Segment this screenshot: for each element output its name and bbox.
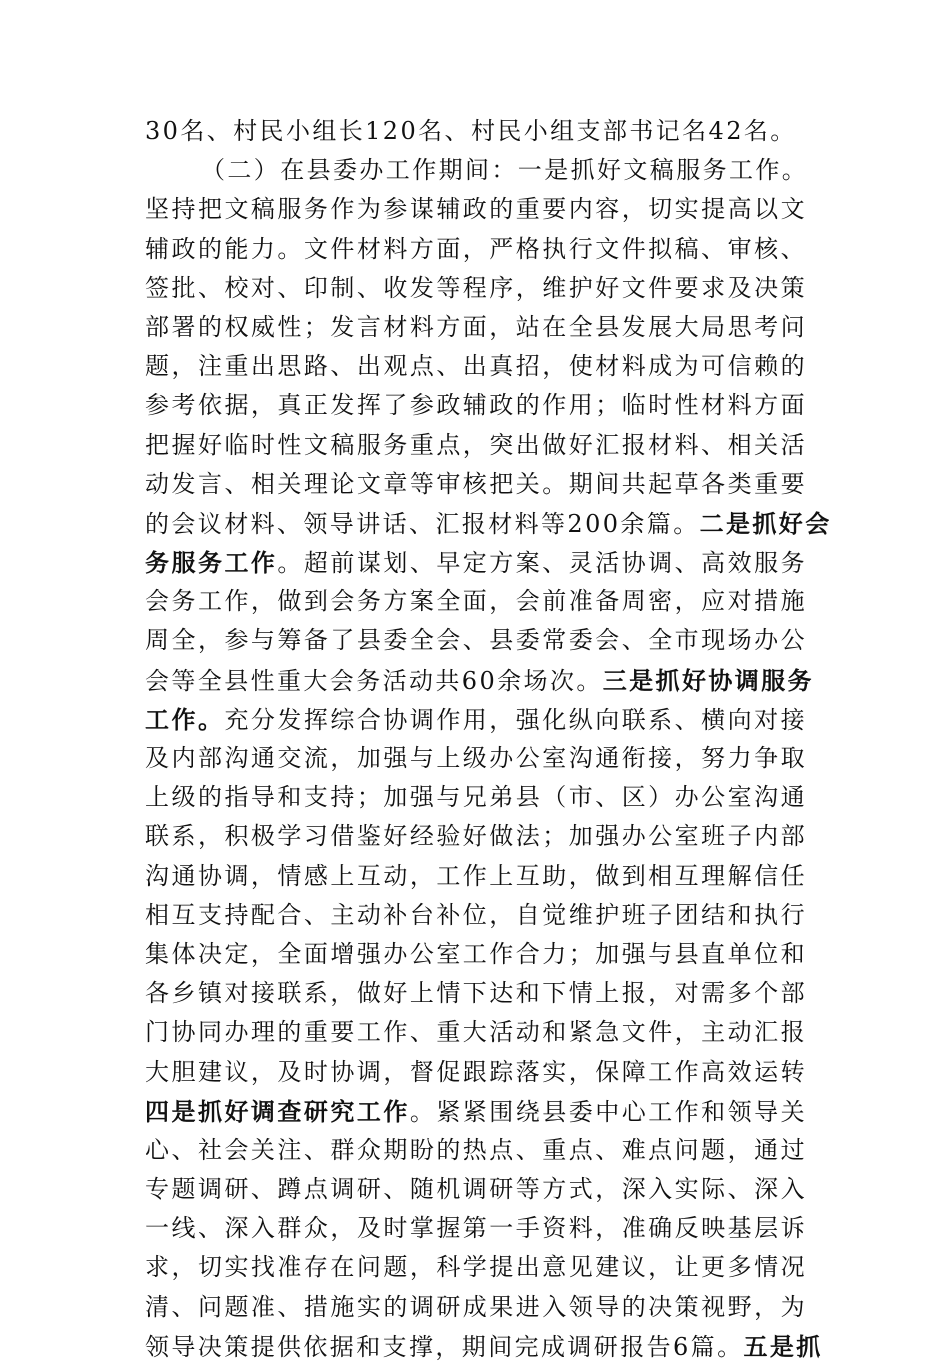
text-line — [145, 1131, 807, 1170]
text-run: 求，切实找准存在问题，科学提出意见建议，让更多情况 — [145, 1253, 807, 1282]
bold-text-run: 二是抓好会 — [699, 508, 832, 538]
text-line — [145, 1053, 807, 1092]
text-line — [145, 190, 807, 229]
text-line — [145, 465, 807, 504]
text-run: 上级的指导和支持；加强与兄弟县（市、区）办公室沟通 — [145, 783, 807, 812]
text-line — [145, 817, 807, 856]
text-line — [145, 230, 807, 269]
text-run: 各乡镇对接联系，做好上情下达和下情上报，对需多个部 — [145, 979, 807, 1008]
text-run: 题，注重出思路、出观点、出真招，使材料成为可信赖的 — [145, 352, 807, 381]
text-run: 坚持把文稿服务作为参谋辅政的重要内容，切实提高以文 — [145, 195, 807, 224]
body-text — [145, 112, 832, 1366]
text-run: 相互支持配合、主动补台补位，自觉维护班子团结和执行 — [145, 900, 807, 929]
text-line — [145, 582, 807, 621]
text-run: 参考依据，真正发挥了参政辅政的作用；临时性材料方面 — [145, 391, 807, 420]
text-line — [145, 347, 807, 386]
text-run: 辅政的能力。文件材料方面，严格执行文件拟稿、审核、 — [145, 234, 807, 263]
text-run: 心、社会关注、群众期盼的热点、重点、难点问题，通过 — [145, 1135, 807, 1164]
text-run: 把握好临时性文稿服务重点，突出做好汇报材料、相关活 — [145, 430, 807, 459]
text-run: 30名、村民小组长120名、村民小组支部书记名42名。 — [145, 117, 797, 145]
text-line — [145, 661, 814, 700]
text-run: 充分发挥综合协调作用，强化纵向联系、横向对接 — [224, 705, 807, 734]
bold-text-run: 三是抓好协调服务 — [602, 665, 814, 695]
text-line — [145, 935, 807, 974]
text-run: 沟通协调，情感上互动，工作上互助，做到相互理解信任 — [145, 861, 807, 890]
text-line — [145, 269, 807, 308]
text-line — [145, 1209, 807, 1248]
text-run: 周全，参与筹备了县委全会、县委常委会、全市现场办公 — [145, 626, 807, 655]
text-run: 动发言、相关理论文章等审核把关。期间共起草各类重要 — [145, 469, 807, 498]
text-line — [145, 504, 832, 543]
text-line — [145, 1170, 807, 1209]
text-run: 专题调研、蹲点调研、随机调研等方式，深入实际、深入 — [145, 1175, 807, 1204]
text-line — [145, 386, 807, 425]
text-run: 会等全县性重大会务活动共60余场次。 — [145, 666, 603, 695]
bold-text-run: 工作。 — [145, 704, 225, 734]
text-line — [145, 778, 807, 817]
text-line — [145, 700, 807, 739]
text-run: 。超前谋划、早定方案、灵活协调、高效服务 — [277, 549, 808, 578]
text-line — [145, 1327, 823, 1366]
text-run: 的会议材料、领导讲话、汇报材料等200余篇。 — [145, 509, 700, 538]
text-line — [145, 857, 807, 896]
text-run: 一线、深入群众，及时掌握第一手资料，准确反映基层诉 — [145, 1214, 807, 1243]
text-run: 签批、校对、印制、收发等程序，维护好文件要求及决策 — [145, 273, 807, 302]
bold-text-run: 务服务工作 — [145, 548, 278, 578]
text-line — [145, 1092, 807, 1131]
text-run: 大胆建议，及时协调，督促跟踪落实，保障工作高效运转 — [145, 1057, 807, 1086]
text-run: 。紧紧围绕县委中心工作和领导关 — [409, 1097, 808, 1126]
text-line — [145, 1248, 807, 1287]
text-run: 领导决策提供依据和支撑，期间完成调研报告6篇。 — [145, 1332, 744, 1361]
bold-text-run: 五是抓 — [743, 1331, 823, 1361]
text-run: 清、问题准、措施实的调研成果进入领导的决策视野，为 — [145, 1292, 807, 1321]
text-line — [145, 308, 807, 347]
text-line — [145, 426, 807, 465]
text-run: 部署的权威性；发言材料方面，站在全县发展大局思考问 — [145, 312, 807, 341]
text-line — [145, 151, 807, 190]
text-line — [145, 974, 807, 1013]
text-run: 及内部沟通交流，加强与上级办公室沟通衔接，努力争取 — [145, 744, 807, 772]
text-run: 会务工作，做到会务方案全面，会前准备周密，应对措施 — [145, 587, 807, 616]
text-line — [145, 1013, 807, 1052]
text-line — [145, 543, 807, 582]
text-line — [145, 896, 807, 935]
bold-text-run: 四是抓好调查研究工作 — [145, 1096, 410, 1126]
text-run: 集体决定，全面增强办公室工作合力；加强与县直单位和 — [145, 939, 807, 968]
text-line — [145, 1288, 807, 1327]
text-line — [145, 112, 807, 151]
text-line — [145, 739, 807, 778]
text-run: （二）在县委办工作期间：一是抓好文稿服务工作。 — [201, 156, 809, 185]
text-run: 联系，积极学习借鉴好经验好做法；加强办公室班子内部 — [145, 822, 807, 851]
text-line — [145, 621, 807, 660]
text-run: 门协同办理的重要工作、重大活动和紧急文件，主动汇报 — [145, 1018, 807, 1047]
